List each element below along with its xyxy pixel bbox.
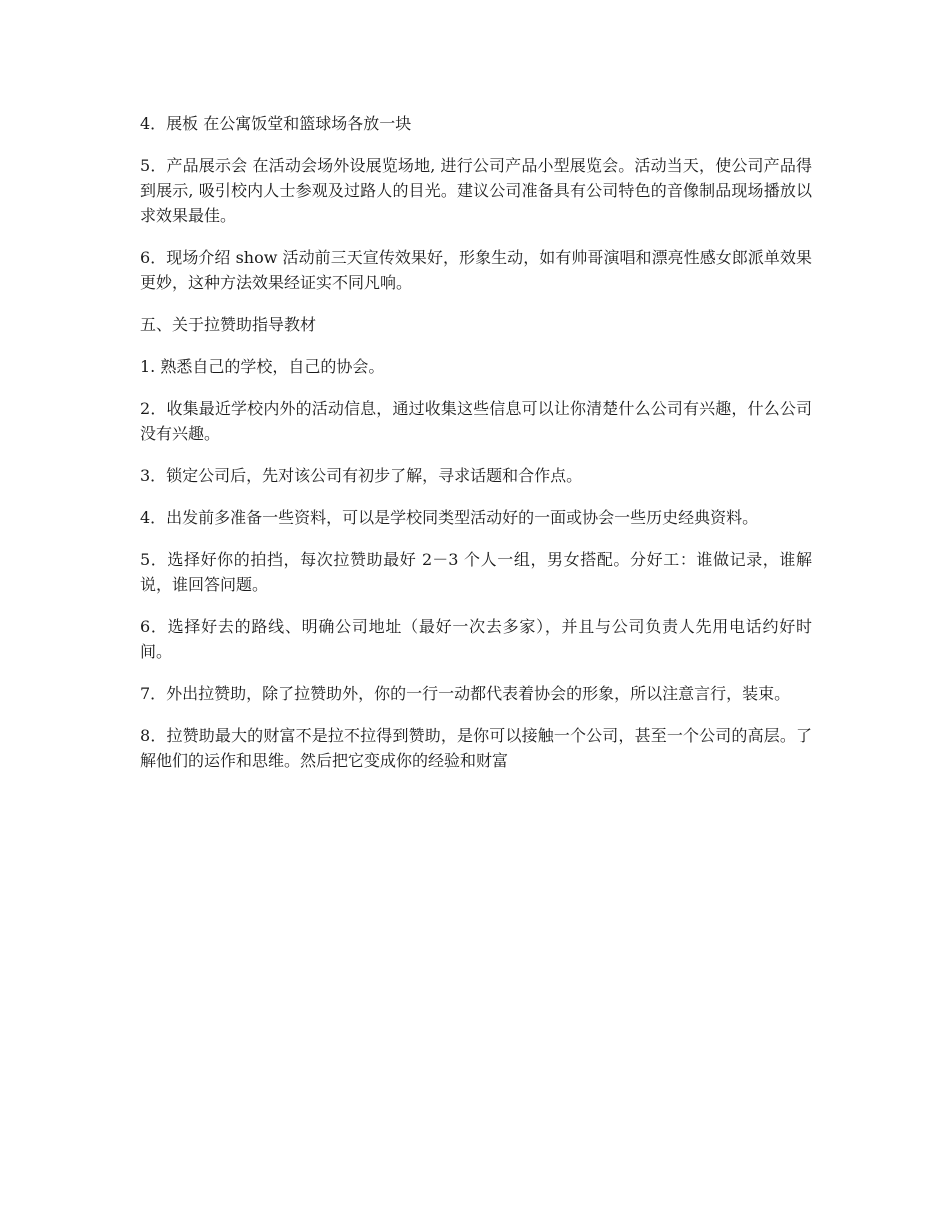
paragraph-plan-route: 6．选择好去的路线、明确公司地址（最好一次去多家），并且与公司负责人先用电话约好时间。: [140, 617, 812, 661]
document-body: [140, 111, 812, 790]
paragraph-collect-info: 2．收集最近学校内外的活动信息，通过收集这些信息可以让你清楚什么公司有兴趣，什么公司没有兴趣。: [140, 399, 812, 443]
paragraph-know-school: 1. 熟悉自己的学校，自己的协会。: [140, 357, 385, 376]
paragraph-prepare-materials: 4．出发前多准备一些资料，可以是学校同类型活动好的一面或协会一些历史经典资料。: [140, 508, 759, 527]
paragraph-conduct: 7．外出拉赞助，除了拉赞助外，你的一行一动都代表着协会的形象，所以注意言行，装束。: [140, 684, 791, 703]
paragraph-greatest-wealth: 8．拉赞助最大的财富不是拉不拉得到赞助，是你可以接触一个公司，甚至一个公司的高层。了解他们的运作和思维。然后把它变成你的经验和财富: [140, 726, 812, 770]
paragraph-display-board: 4．展板 在公寓饭堂和篮球场各放一块: [140, 114, 412, 133]
section-heading-sponsorship-guide: 五、关于拉赞助指导教材: [140, 315, 317, 334]
paragraph-product-exhibition: 5．产品展示会 在活动会场外设展览场地, 进行公司产品小型展览会。活动当天，使公司产品得到展示, 吸引校内人士参观及过路人的目光。建议公司准备具有公司特色的音像制品现场播放以求效果最佳。: [140, 156, 812, 225]
paragraph-choose-partner: 5．选择好你的拍挡，每次拉赞助最好 2－3 个人一组，男女搭配。分好工：谁做记录，谁解说，谁回答问题。: [140, 550, 812, 594]
paragraph-target-company: 3．锁定公司后，先对该公司有初步了解，寻求话题和合作点。: [140, 466, 583, 485]
paragraph-live-show: 6．现场介绍 show 活动前三天宣传效果好，形象生动，如有帅哥演唱和漂亮性感女郎派单效果更妙，这种方法效果经证实不同凡响。: [140, 248, 812, 292]
